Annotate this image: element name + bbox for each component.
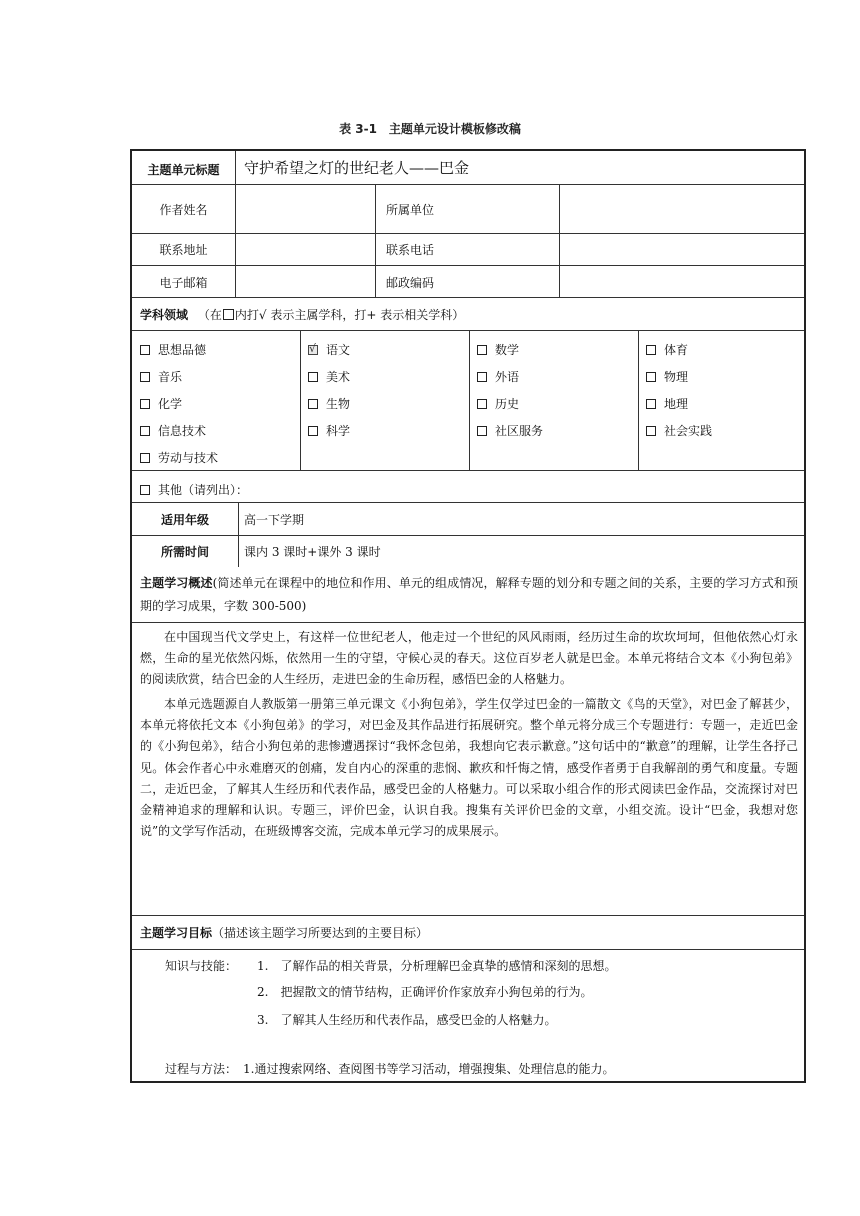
checkbox-icon[interactable] xyxy=(646,345,656,355)
author-name-label: 作者姓名 xyxy=(159,203,208,217)
subject-label: 音乐 xyxy=(158,370,183,384)
overview-heading-bold: 主题学习概述 xyxy=(140,576,213,590)
process-label: 过程与方法： xyxy=(165,1062,238,1076)
overview-paragraph-2: 本单元选题源自人教版第一册第三单元课文《小狗包弟》，学生仅学过巴金的一篇散文《鸟的天堂》，对巴金了解甚少，本单元将依托文本《小狗包弟》的学习，对巴金及其作品进行拓展研究。整个单元将分成三个专题进行：专题一，走近巴金的《小狗包弟》，结合小狗包弟的悲惨遭遇探讨“我怀念包弟，我想向它表示歉意。”这句话中的“歉意”的理解，让学生各抒己见。体会作者心中永难磨灭的创痛，发自内心的深重的悲悯、歉疚和忏悔之情，感受作者勇于自我解剖的勇气和度量。专题二，走近巴金，了解其人生经历和代表作品，感受巴金的人格魅力。可以采取小组合作的形式阅读巴金作品，交流探讨对巴金精神追求的理解和认识。专题三，评价巴金，认识自我。搜集有关评价巴金的文章，小组交流。设计“巴金，我想对您说”的文学写作活动，在班级博客交流，完成本单元学习的成果展示。 xyxy=(140,697,798,839)
subject-label: 生物 xyxy=(326,397,351,411)
overview-paragraph-1: 在中国现当代文学史上，有这样一位世纪老人，他走过一个世纪的风风雨雨，经历过生命的坎坎坷坷，但他依然心灯永燃，生命的星光依然闪烁，依然用一生的守望，守候心灵的春天。这位百岁老人就是巴金。本单元将结合文本《小狗包弟》的阅读欣赏，结合巴金的人生经历，走进巴金的生命历程，感悟巴金的人格魅力。 xyxy=(140,630,798,687)
other-subject-label: 其他（请列出）： xyxy=(158,483,249,497)
subject-item[interactable] xyxy=(646,343,688,357)
overview-heading-rest: (简述单元在课程中的地位和作用、单元的组成情况，解释专题的划分和专题之间的关系，主要的学习方式和预期的学习成果，字数 300-500) xyxy=(140,576,798,613)
subject-item[interactable] xyxy=(308,343,350,357)
checkbox-icon[interactable] xyxy=(140,345,150,355)
subject-label: 地理 xyxy=(664,397,689,411)
subject-item[interactable] xyxy=(477,370,519,384)
checkbox-icon[interactable] xyxy=(140,372,150,382)
subject-label: 劳动与技术 xyxy=(158,451,219,465)
table-caption: 表 3-1 主题单元设计模板修改稿 xyxy=(339,122,521,136)
checkbox-icon[interactable] xyxy=(477,426,487,436)
unit-title-value: 守护希望之灯的世纪老人——巴金 xyxy=(244,159,470,177)
subject-label: 体育 xyxy=(664,343,689,357)
affiliation-label: 所属单位 xyxy=(386,203,435,217)
goals-heading-bold: 主题学习目标 xyxy=(140,926,213,940)
subject-item[interactable] xyxy=(308,370,350,384)
checkbox-legend-icon xyxy=(223,309,234,320)
subject-area-heading-post: 内打√ 表示主属学科，打+ 表示相关学科） xyxy=(234,308,465,322)
subject-item[interactable] xyxy=(477,343,519,357)
subject-item[interactable] xyxy=(646,397,688,411)
knowledge-item-3: 3. 了解其人生经历和代表作品，感受巴金的人格魅力。 xyxy=(257,1013,557,1027)
unit-design-form xyxy=(130,149,806,1083)
time-value: 课内 3 课时+课外 3 课时 xyxy=(244,545,381,559)
zip-label: 邮政编码 xyxy=(386,276,435,290)
knowledge-item-1: 1. 了解作品的相关背景，分析理解巴金真挚的感情和深刻的思想。 xyxy=(257,959,617,973)
subject-area-heading-bold: 学科领域 xyxy=(140,308,189,322)
subject-label: 历史 xyxy=(495,397,520,411)
goals-heading xyxy=(140,926,428,940)
subject-item[interactable] xyxy=(140,343,206,357)
subject-label: 社会实践 xyxy=(664,424,713,438)
checkbox-icon[interactable] xyxy=(477,345,487,355)
checkbox-icon[interactable] xyxy=(308,399,318,409)
grade-value: 高一下学期 xyxy=(244,513,305,527)
grade-label: 适用年级 xyxy=(160,513,209,527)
phone-label: 联系电话 xyxy=(386,243,435,257)
subject-item[interactable] xyxy=(140,397,182,411)
goals-heading-rest: （描述该主题学习所要达到的主要目标） xyxy=(212,926,429,940)
subject-label: 信息技术 xyxy=(158,424,207,438)
unit-title-label: 主题单元标题 xyxy=(147,163,220,177)
subject-label: 思想品德 xyxy=(158,343,207,357)
subject-item[interactable] xyxy=(308,424,350,438)
subject-item[interactable] xyxy=(646,370,688,384)
checkbox-icon[interactable] xyxy=(140,399,150,409)
subject-label: 外语 xyxy=(495,370,520,384)
checkbox-icon[interactable] xyxy=(646,372,656,382)
subject-item[interactable] xyxy=(140,370,182,384)
process-text: 1.通过搜索网络、查阅图书等学习活动，增强搜集、处理信息的能力。 xyxy=(243,1062,615,1076)
subject-label: 社区服务 xyxy=(495,424,544,438)
subject-area-heading xyxy=(140,308,464,322)
subject-item[interactable] xyxy=(477,397,519,411)
checkbox-icon[interactable] xyxy=(308,372,318,382)
checkbox-icon[interactable] xyxy=(477,399,487,409)
subject-item[interactable] xyxy=(477,424,543,438)
checkbox-icon[interactable] xyxy=(140,453,150,463)
subject-label: 数学 xyxy=(495,343,520,357)
address-label: 联系地址 xyxy=(159,243,208,257)
subject-area-heading-pre: （在 xyxy=(197,308,222,322)
subject-label: 科学 xyxy=(326,424,351,438)
checkbox-icon[interactable] xyxy=(646,399,656,409)
checkbox-icon[interactable] xyxy=(646,426,656,436)
subject-item[interactable] xyxy=(140,424,206,438)
subject-item[interactable] xyxy=(308,397,350,411)
checkbox-icon[interactable] xyxy=(308,426,318,436)
email-label: 电子邮箱 xyxy=(159,276,208,290)
subject-label: 美术 xyxy=(326,370,351,384)
checked-checkbox-icon[interactable] xyxy=(308,345,318,355)
checkbox-icon[interactable] xyxy=(477,372,487,382)
knowledge-item-2: 2. 把握散文的情节结构，正确评价作家放弃小狗包弟的行为。 xyxy=(257,985,593,999)
subject-label: 物理 xyxy=(664,370,689,384)
overview-heading xyxy=(140,572,798,618)
checkbox-icon[interactable] xyxy=(140,426,150,436)
subject-label: 语文 xyxy=(326,343,351,357)
time-label: 所需时间 xyxy=(160,545,209,559)
subject-label: 化学 xyxy=(158,397,183,411)
other-subject-item[interactable] xyxy=(140,483,248,497)
subject-item[interactable] xyxy=(140,451,218,465)
knowledge-label: 知识与技能： xyxy=(165,959,238,973)
checkbox-icon[interactable] xyxy=(140,485,150,495)
subject-item[interactable] xyxy=(646,424,712,438)
